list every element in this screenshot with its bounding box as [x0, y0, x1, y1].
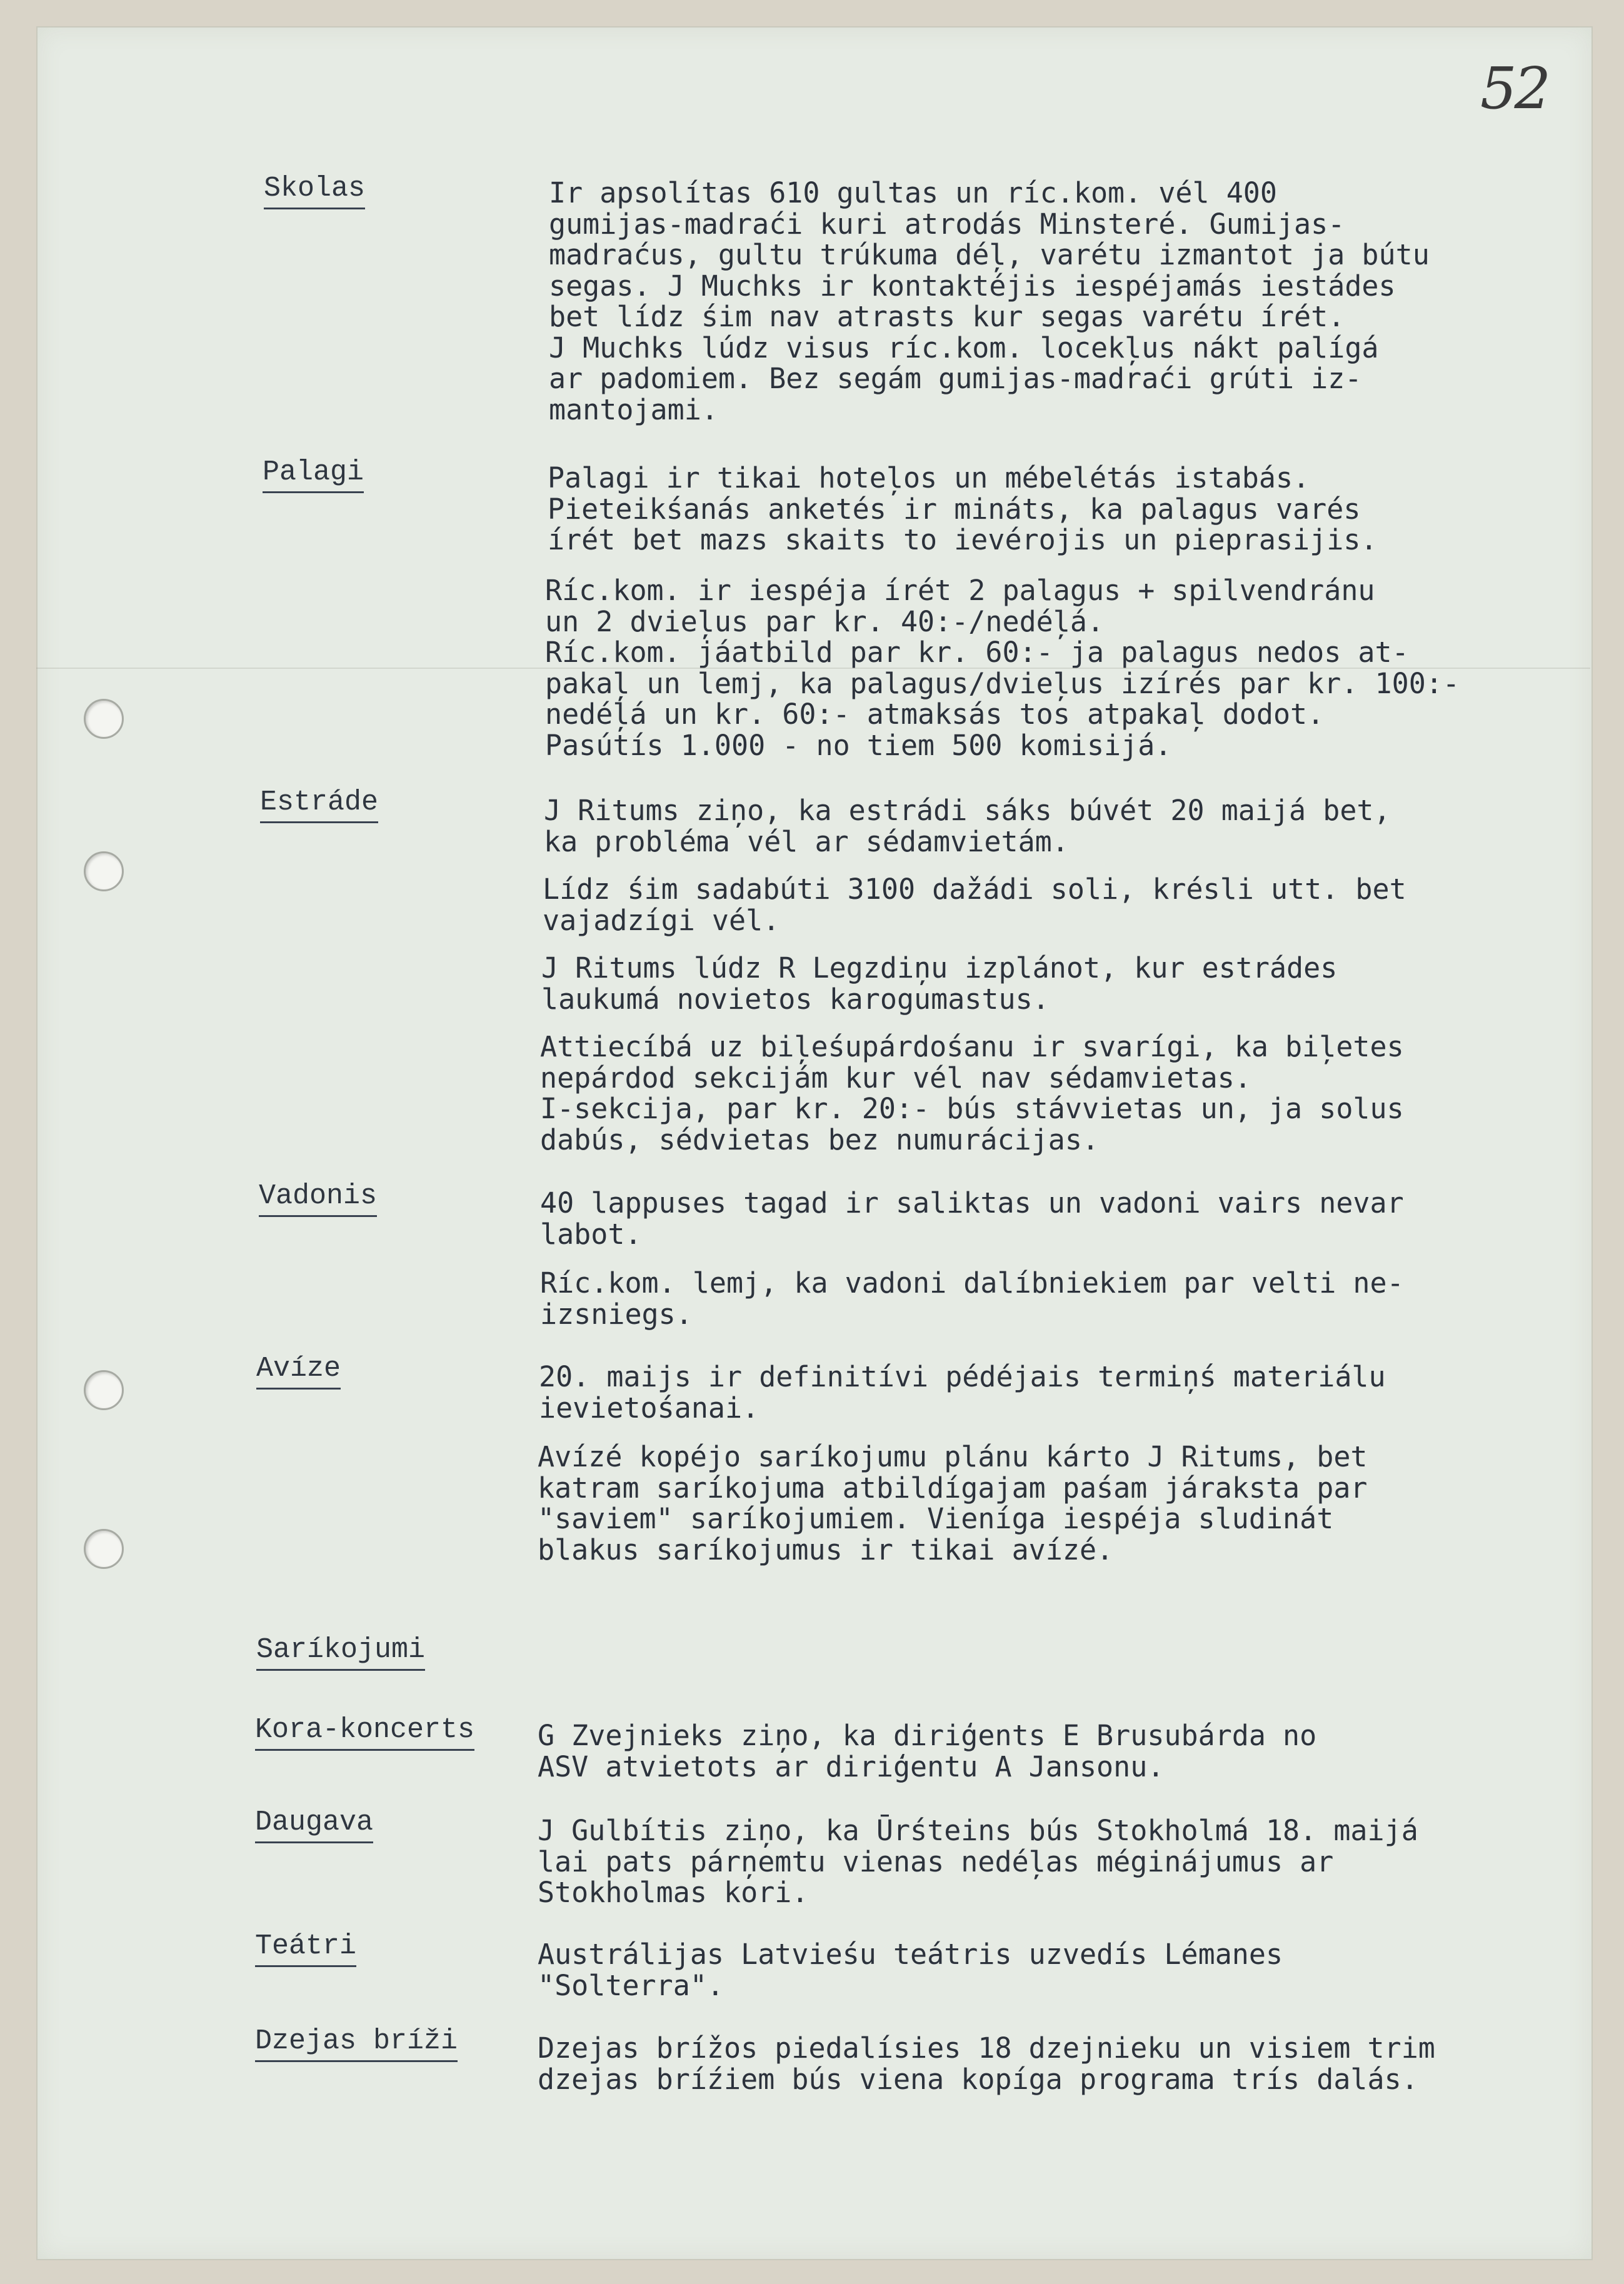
- section-label-avize: Avíze: [256, 1353, 341, 1390]
- section-text-teatri: Austrálijas Latvieśu teátris uzvedís Lémanes "Solterra".: [538, 1938, 1283, 2002]
- section-label-dzejas-brizi: Dzejas bríži: [255, 2025, 458, 2062]
- section-label-palagi: Palagi: [263, 456, 364, 493]
- section-text-estrade-1: J Ritums ziņo, ka estrádi sáks búvét 20 maijá bet, ka probléma vél ar sédamvietám.: [544, 794, 1391, 858]
- section-label-kora-koncerts: Kora-koncerts: [255, 1714, 474, 1751]
- section-text-kora-koncerts: G Zvejnieks ziņo, ka diriģents E Brusubárda no ASV atvietots ar diriģentu A Jansonu.: [538, 1719, 1317, 1783]
- section-text-daugava: J Gulbítis ziņo, ka Ūrśteins bús Stokholmá 18. maijá lai pats párņemtu vienas nedéļas méginájumus ar Stokholmas kori.: [538, 1814, 1418, 1909]
- section-text-skolas: Ir apsolítas 610 gultas un ríc.kom. vél 400 gumijas-madraći kuri atrodás Minsteré. Gumijas- madraćus, gultu trúkuma déļ, varétu izmantot ja bútu segas. J Muchks ir kontaktéjis iespéjamás iestádes bet lídz śim nav atrasts kur segas varétu írét. J Muchks lúdz visus ríc.kom. locekļus nákt palígá ar padomiem. Bez segám gumijas-madraći grúti iz- mantojami.: [549, 176, 1430, 426]
- section-text-estrade-2: Lídz śim sadabúti 3100 dažádi soli, krésli utt. bet vajadzígi vél.: [543, 873, 1406, 937]
- section-heading-sarikojumi: Saríkojumi: [256, 1634, 425, 1671]
- section-text-avize-2: Avízé kopéjo saríkojumu plánu kárto J Ritums, bet katram saríkojuma atbildígajam paśam járaksta par "saviem" saríkojumiem. Vieníga iespéja sludinát blakus saríkojumus ir tikai avízé.: [538, 1440, 1368, 1566]
- punch-hole: [84, 851, 124, 891]
- section-text-vadonis-2: Ríc.kom. lemj, ka vadoni dalíbniekiem par velti ne- izsniegs.: [540, 1266, 1404, 1331]
- section-label-vadonis: Vadonis: [259, 1180, 377, 1217]
- section-text-dzejas-brizi: Dzejas brížos piedalísies 18 dzejnieku un visiem trim dzejas bríźiem bús viena kopíga programa trís dalás.: [538, 2031, 1435, 2096]
- section-label-estrade: Estráde: [260, 786, 378, 823]
- punch-hole: [84, 1370, 124, 1410]
- section-text-estrade-3: J Ritums lúdz R Legzdiņu izplánot, kur estrádes laukumá novietos karogumastus.: [541, 951, 1338, 1016]
- section-text-vadonis-1: 40 lappuses tagad ir saliktas un vadoni vairs nevar labot.: [540, 1186, 1404, 1251]
- punch-hole: [84, 1529, 124, 1569]
- section-text-palagi-2: Ríc.kom. ir iespéja írét 2 palagus + spilvendránu un 2 dvieļus par kr. 40:-/nedéļá. Ríc.kom. jáatbild par kr. 60:- ja palagus nedos at- pakaļ un lemj, ka palagus/dvieļus izírés par kr. 100:- nedéļá un kr. 60:- atmaksás tos atpakaļ dodot. Pasútís 1.000 - no tiem 500 komisijá.: [545, 574, 1460, 762]
- punch-hole: [84, 699, 124, 739]
- section-text-estrade-4: Attiecíbá uz biļeśupárdośanu ir svarígi, ka biļetes nepárdod sekcijám kur vél nav sédamvietas. I-sekcija, par kr. 20:- bús stávvietas un, ja solus dabús, sédvietas bez numurácijas.: [540, 1030, 1404, 1156]
- section-label-skolas: Skolas: [264, 173, 365, 209]
- page-number: 52: [1480, 55, 1549, 122]
- section-label-daugava: Daugava: [255, 1806, 373, 1843]
- section-label-teatri: Teátri: [255, 1930, 356, 1967]
- section-text-palagi-1: Palagi ir tikai hoteļos un mébelétás istabás. Pieteikśanás anketés ir mináts, ka palagus varés írét bet mazs skaits to ievérojis un pieprasijis.: [548, 461, 1378, 556]
- section-text-avize-1: 20. maijs ir definitívi pédéjais termiņś materiálu ievietośanai.: [539, 1360, 1386, 1425]
